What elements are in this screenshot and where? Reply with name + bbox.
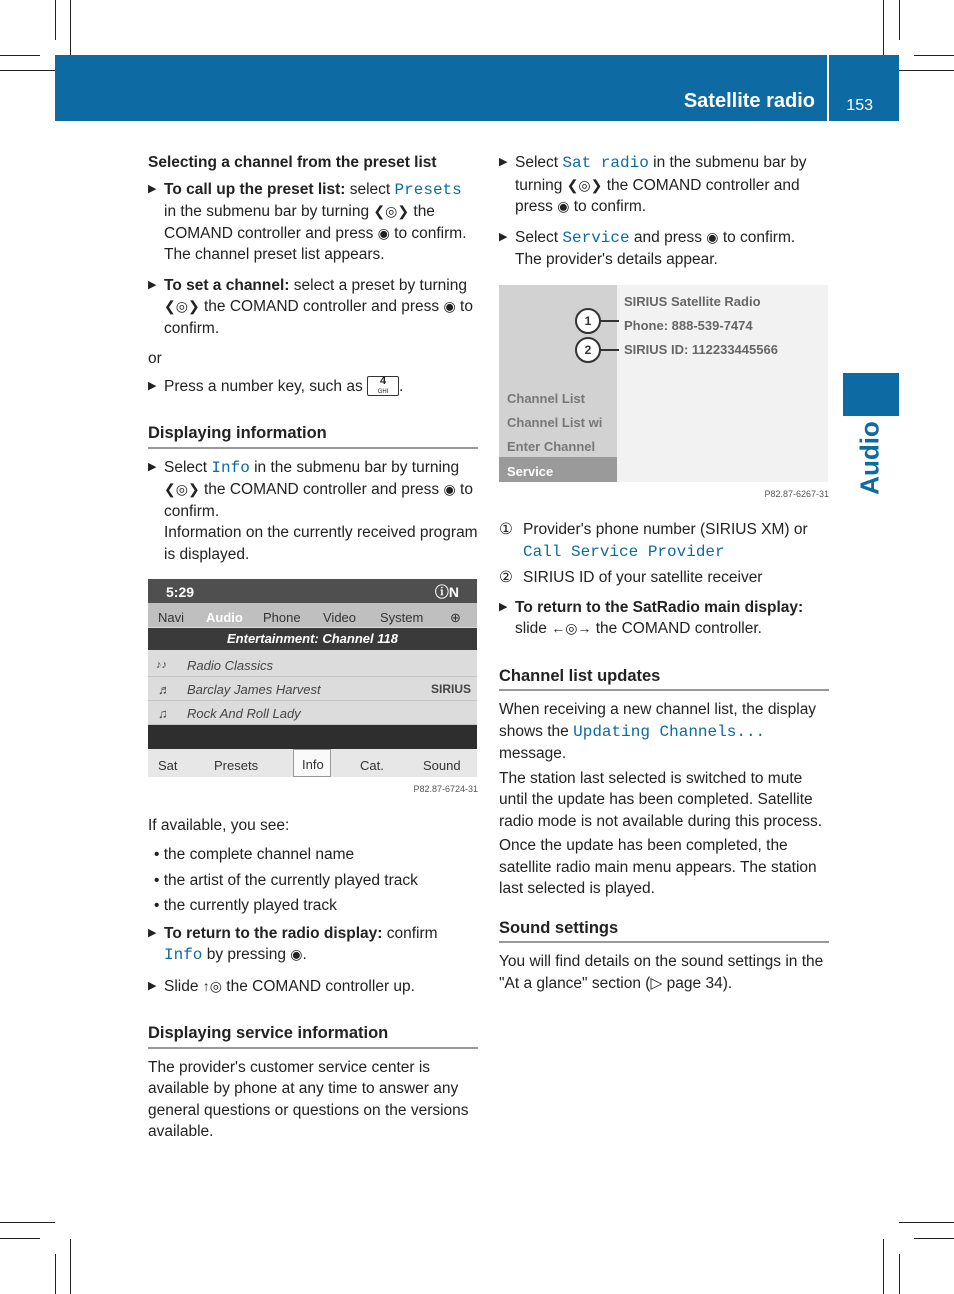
crop-mark <box>70 1239 71 1294</box>
select-sat-radio-step: ▶ Select Sat radio in the submenu bar by turning ❮◎❯ the COMAND controller and press ◉ to confirm. <box>499 152 829 218</box>
provider-phone: Phone: 888-539-7474 <box>624 317 753 333</box>
channel-paragraph-2: The station last selected is switched to mute until the update has been completed. Satellite radio mode is not available during this process. <box>499 769 823 830</box>
menu-item-presets: Presets <box>394 180 462 199</box>
press-controller-icon: ◉ <box>290 946 303 962</box>
artist-icon: ♬ <box>158 682 171 697</box>
turn-controller-icon: ❮◎❯ <box>373 203 410 219</box>
press-controller-icon: ◉ <box>557 198 570 214</box>
sound-settings-heading: Sound settings <box>499 918 829 944</box>
section-title: Satellite radio <box>683 90 815 112</box>
crop-mark <box>70 0 71 55</box>
step-arrow-icon: ▶ <box>148 460 157 473</box>
service-heading: Displaying service information <box>148 1023 478 1049</box>
screen-submenu-bar <box>148 749 477 777</box>
slide-up-step: ▶ Slide ↑◎ the COMAND controller up. <box>148 976 478 998</box>
step-arrow-icon: ▶ <box>499 600 508 613</box>
crop-mark <box>899 1254 900 1294</box>
info-heading: Displaying information <box>148 423 478 449</box>
return-satradio-step: ▶ To return to the SatRadio main display: slide ←◎→ the COMAND controller. <box>499 597 829 640</box>
crop-mark <box>0 1238 40 1239</box>
press-controller-icon: ◉ <box>443 298 456 314</box>
crop-mark <box>0 1222 55 1223</box>
menu-item-info: Info <box>164 946 203 964</box>
menu-item-info: Info <box>211 458 250 477</box>
sirius-logo: SIRIUS <box>430 682 471 696</box>
step-arrow-icon: ▶ <box>148 979 157 992</box>
crop-mark <box>899 0 900 40</box>
image-caption: P82.87-6724-31 <box>413 784 478 794</box>
menu-channel-list: Channel List <box>507 390 586 406</box>
menu-service: Service <box>507 463 554 479</box>
crop-mark <box>883 0 884 55</box>
step-arrow-icon: ▶ <box>148 379 157 392</box>
crop-mark <box>914 1238 954 1239</box>
menu-navi: Navi <box>158 610 185 625</box>
preset-step-call: ▶ To call up the preset list: select Presets in the submenu bar by turning ❮◎❯ the COMAND controller and press ◉ to confirm. The channel preset list appears. <box>148 179 478 266</box>
crop-mark <box>55 0 56 40</box>
menu-audio: Audio <box>206 610 243 625</box>
step-result: The channel preset list appears. <box>164 246 385 263</box>
screen-row-channel: ♪♪ Radio Classics <box>148 652 477 677</box>
crop-mark <box>914 55 954 56</box>
image-caption: P82.87-6267-31 <box>764 488 829 499</box>
service-text: The provider's customer service center is available by phone at any time to answer any general questions or questions on the versions available. <box>148 1058 469 1140</box>
menu-video: Video <box>323 610 357 625</box>
crop-mark <box>899 1222 954 1223</box>
menu-globe-icon: ⊕ <box>450 610 461 625</box>
page-header <box>55 55 899 121</box>
menu-enter-channel: Enter Channel <box>507 438 596 454</box>
provider-sirius-id: SIRIUS ID: 112233445566 <box>624 341 778 357</box>
crop-mark <box>899 70 954 71</box>
right-column <box>499 152 829 997</box>
turn-controller-icon: ❮◎❯ <box>164 481 200 497</box>
available-intro: If available, you see: <box>148 816 290 834</box>
submenu-info: Info <box>293 749 331 777</box>
number-key-icon: 4 GHI <box>367 376 399 396</box>
preset-step-key: ▶ Press a number key, such as 4 GHI . <box>148 375 404 396</box>
side-tab-label: Audio <box>854 421 885 495</box>
status-icons: ⓘN <box>434 584 459 600</box>
list-item: • the artist of the currently played track <box>154 871 418 889</box>
menu-channel-list-wi: Channel List wi <box>507 414 603 430</box>
select-service-step: ▶ Select Service and press ◉ to confirm. The provider's details appear. <box>499 227 829 271</box>
crop-mark <box>0 70 55 71</box>
slide-sideways-controller-icon: ←◎→ <box>551 620 592 636</box>
turn-controller-icon: ❮◎❯ <box>566 176 603 193</box>
preset-step-set: ▶ To set a channel: select a preset by turning ❮◎❯ the COMAND controller and press ◉ to confirm. <box>148 276 473 337</box>
callout-leader <box>599 320 619 322</box>
info-step: ▶ Select Info in the submenu bar by turning ❮◎❯ the COMAND controller and press ◉ to confirm. Information on the currently received program is displayed. <box>148 457 478 566</box>
step-result: The provider's details appear. <box>515 251 718 268</box>
crop-mark <box>55 1254 56 1294</box>
step-result: Information on the currently received program is displayed. <box>164 524 478 563</box>
turn-controller-icon: ❮◎❯ <box>164 298 200 314</box>
call-service-provider: Call Service Provider <box>523 542 725 561</box>
submenu-presets: Presets <box>214 758 259 773</box>
callout-leader <box>599 349 619 351</box>
screen-time: 5:29 <box>166 584 195 600</box>
callout-2: 2 <box>575 337 601 363</box>
channel-paragraph-3: Once the update has been completed, the satellite radio main menu appears. The station last selected is played. <box>499 837 817 897</box>
updating-channels-message: Updating Channels... <box>573 722 766 741</box>
crop-mark <box>883 1239 884 1294</box>
screen-empty-bar <box>148 725 477 749</box>
side-tab <box>843 373 899 416</box>
channel-list-heading: Channel list updates <box>499 666 829 692</box>
provider-title: SIRIUS Satellite Radio <box>624 293 761 309</box>
legend-item-1: ① Provider's phone number (SIRIUS XM) or Call Service Provider <box>499 521 808 561</box>
step-arrow-icon: ▶ <box>148 926 157 939</box>
screen-row-track: ♫ Rock And Roll Lady <box>148 700 477 725</box>
channel-title-bar: Entertainment: Channel 118 <box>148 628 477 650</box>
page-number: 153 <box>846 97 873 114</box>
legend-item-2: ② SIRIUS ID of your satellite receiver <box>499 569 763 586</box>
submenu-cat: Cat. <box>360 758 384 773</box>
radio-display-screenshot <box>148 579 477 777</box>
menu-item-sat-radio: Sat radio <box>562 154 649 172</box>
screen-main-menu <box>148 603 477 627</box>
press-controller-icon: ◉ <box>377 224 390 241</box>
crop-mark <box>0 55 40 56</box>
list-item: • the complete channel name <box>154 846 355 863</box>
or-label: or <box>148 350 162 367</box>
press-controller-icon: ◉ <box>443 481 456 497</box>
step-arrow-icon: ▶ <box>499 156 508 168</box>
press-controller-icon: ◉ <box>706 228 719 245</box>
step-arrow-icon: ▶ <box>148 278 157 291</box>
slide-up-controller-icon: ↑◎ <box>202 977 222 994</box>
step-arrow-icon: ▶ <box>148 182 157 195</box>
step-arrow-icon: ▶ <box>499 230 508 243</box>
screen-status-bar <box>148 579 477 603</box>
track-icon: ♫ <box>158 706 168 721</box>
channel-paragraph-1: When receiving a new channel list, the display shows the Updating Channels... message. <box>499 701 817 762</box>
service-display-screenshot <box>499 285 828 482</box>
callout-1: 1 <box>575 308 601 334</box>
screen-row-artist: ♬ Barclay James Harvest SIRIUS <box>148 676 477 701</box>
submenu-sat: Sat <box>158 758 178 773</box>
submenu-sound: Sound <box>423 758 461 773</box>
menu-phone: Phone <box>263 610 301 625</box>
menu-system: System <box>380 610 424 625</box>
left-column <box>148 152 478 1146</box>
preset-heading: Selecting a channel from the preset list <box>148 154 437 171</box>
channel-icon: ♪♪ <box>156 659 167 671</box>
header-divider <box>827 55 829 121</box>
list-item: • the currently played track <box>154 897 337 914</box>
return-radio-step: ▶ To return to the radio display: confirm Info by pressing ◉. <box>148 924 438 964</box>
screen-details-panel <box>617 285 828 482</box>
menu-item-service: Service <box>562 228 630 247</box>
sound-settings-text: You will find details on the sound settings in the "At a glance" section (▷ page 34). <box>499 953 824 992</box>
